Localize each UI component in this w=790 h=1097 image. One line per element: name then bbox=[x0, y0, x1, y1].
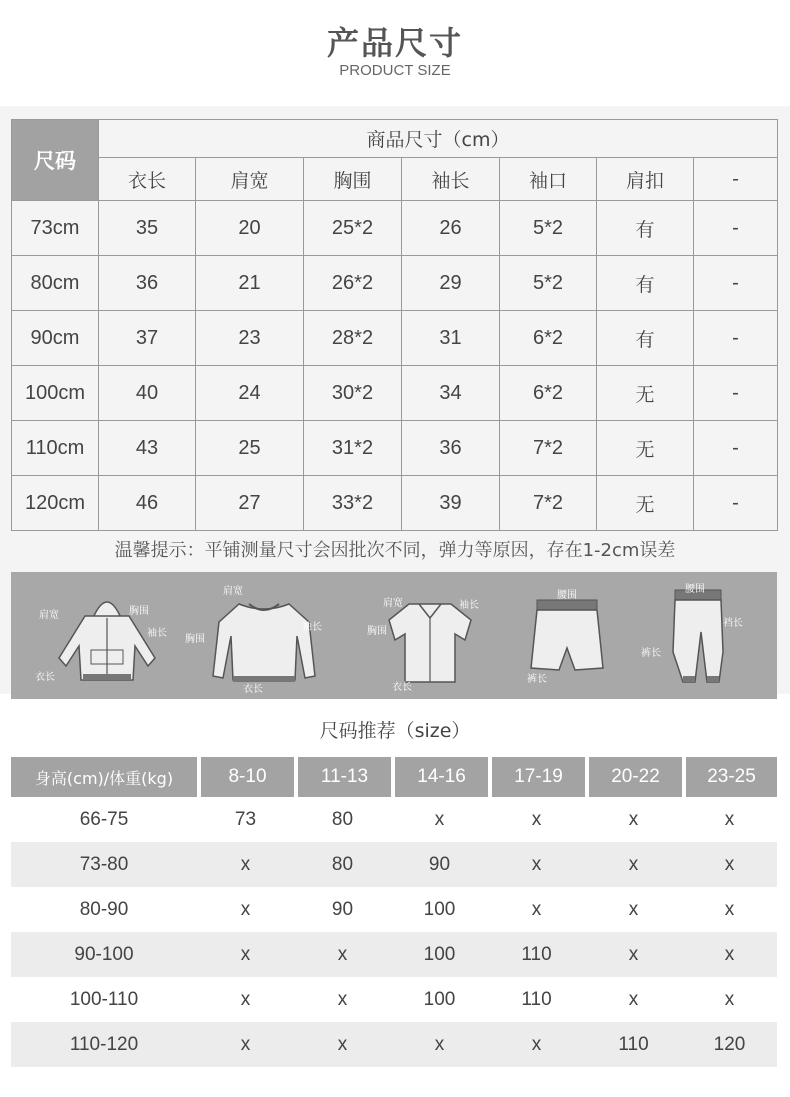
size-label: 80cm bbox=[12, 256, 99, 311]
table-cell: 80 bbox=[331, 808, 354, 830]
table-row bbox=[12, 366, 778, 421]
table-cell: 6*2 bbox=[500, 366, 597, 421]
table-cell: x bbox=[240, 898, 251, 920]
table-cell: 29 bbox=[402, 256, 500, 311]
table-cell: 5*2 bbox=[500, 256, 597, 311]
table-cell: 35 bbox=[99, 201, 196, 256]
table-cell: 90 bbox=[391, 842, 488, 887]
table-cell: 40 bbox=[99, 366, 196, 421]
table-cell: 26 bbox=[402, 201, 500, 256]
size-label: 100cm bbox=[12, 366, 99, 421]
column-header: 肩扣 bbox=[597, 158, 694, 201]
shirt-illustration bbox=[367, 594, 479, 693]
size-label: 120cm bbox=[12, 476, 99, 531]
table-cell: x bbox=[294, 1022, 391, 1067]
column-header: 袖长 bbox=[402, 158, 500, 201]
garment-illustrations bbox=[11, 572, 777, 699]
table-cell: 无 bbox=[597, 366, 694, 421]
size-table bbox=[11, 119, 778, 531]
size-label: 110cm bbox=[12, 421, 99, 476]
column-header: 袖口 bbox=[500, 158, 597, 201]
label-sleeve: 袖长 bbox=[302, 622, 322, 633]
table-row bbox=[11, 1022, 777, 1067]
table-cell: 23 bbox=[196, 311, 304, 366]
weight-range-header: 8-10 bbox=[197, 757, 294, 797]
weight-range-header: 14-16 bbox=[391, 757, 488, 797]
pants-illustration bbox=[641, 582, 743, 686]
table-cell: x bbox=[488, 842, 585, 887]
label-waist: 腰围 bbox=[557, 590, 577, 601]
table-cell: 21 bbox=[196, 256, 304, 311]
table-row bbox=[12, 311, 778, 366]
table-cell: 100 bbox=[423, 898, 456, 920]
table-cell: 36 bbox=[402, 421, 500, 476]
table-cell: 25*2 bbox=[304, 201, 402, 256]
table-cell: 28*2 bbox=[304, 311, 402, 366]
table-cell: x bbox=[197, 932, 294, 977]
label-chest: 胸围 bbox=[367, 626, 387, 637]
label-length: 裤长 bbox=[641, 648, 661, 659]
weight-range-header: 11-13 bbox=[294, 757, 391, 797]
recommend-title: 尺码推荐（size） bbox=[319, 720, 471, 742]
table-cell: 7*2 bbox=[500, 421, 597, 476]
height-range: 110-120 bbox=[11, 1022, 197, 1067]
table-cell: x bbox=[197, 1022, 294, 1067]
size-section bbox=[0, 106, 790, 694]
table-row bbox=[12, 476, 778, 531]
jacket-illustration bbox=[35, 588, 170, 688]
table-cell: 73 bbox=[234, 808, 257, 830]
table-cell: 24 bbox=[196, 366, 304, 421]
table-row bbox=[12, 201, 778, 256]
table-cell: 有 bbox=[597, 201, 694, 256]
pants-icon bbox=[661, 582, 731, 686]
weight-range-header: 23-25 bbox=[682, 757, 777, 797]
table-cell: - bbox=[694, 311, 778, 366]
page-subtitle: PRODUCT SIZE bbox=[339, 62, 451, 79]
table-cell: x bbox=[628, 898, 639, 920]
column-header: 衣长 bbox=[99, 158, 196, 201]
weight-range-header: 17-19 bbox=[488, 757, 585, 797]
recommend-header-label: 身高(cm)/体重(kg) bbox=[11, 757, 197, 797]
column-header: 肩宽 bbox=[196, 158, 304, 201]
table-cell: 27 bbox=[196, 476, 304, 531]
table-cell: x bbox=[682, 842, 777, 887]
height-range: 80-90 bbox=[79, 898, 129, 920]
table-cell: 43 bbox=[99, 421, 196, 476]
table-row bbox=[12, 256, 778, 311]
table-cell: x bbox=[628, 808, 639, 830]
table-cell: x bbox=[724, 808, 735, 830]
table-cell: 46 bbox=[99, 476, 196, 531]
table-cell: 39 bbox=[402, 476, 500, 531]
table-cell: - bbox=[694, 366, 778, 421]
table-cell: 110 bbox=[488, 932, 585, 977]
table-cell: - bbox=[694, 201, 778, 256]
table-cell: 6*2 bbox=[500, 311, 597, 366]
sweater-icon bbox=[209, 596, 319, 686]
table-cell: x bbox=[294, 932, 391, 977]
shorts-illustration bbox=[527, 590, 607, 685]
table-cell: 26*2 bbox=[304, 256, 402, 311]
label-chest: 胸围 bbox=[129, 606, 149, 617]
table-row bbox=[11, 977, 777, 1022]
label-waist: 腰围 bbox=[685, 584, 705, 595]
weight-range-header: 20-22 bbox=[585, 757, 682, 797]
table-cell: 37 bbox=[99, 311, 196, 366]
label-length: 衣长 bbox=[35, 672, 55, 683]
table-cell: x bbox=[197, 842, 294, 887]
measurement-tip: 温馨提示：平铺测量尺寸会因批次不同，弹力等原因，存在1-2cm误差 bbox=[114, 540, 676, 561]
label-rise: 裆长 bbox=[723, 618, 743, 629]
table-cell: x bbox=[488, 1022, 585, 1067]
size-label: 73cm bbox=[12, 201, 99, 256]
table-cell: 30*2 bbox=[304, 366, 402, 421]
label-shoulder: 肩宽 bbox=[383, 598, 403, 609]
table-cell: x bbox=[337, 988, 348, 1010]
table-cell: x bbox=[531, 898, 542, 920]
table-cell: 31*2 bbox=[304, 421, 402, 476]
table-cell: x bbox=[434, 808, 445, 830]
table-cell: 20 bbox=[196, 201, 304, 256]
label-sleeve: 袖长 bbox=[459, 600, 479, 611]
table-cell: 25 bbox=[196, 421, 304, 476]
table-cell: 有 bbox=[597, 256, 694, 311]
height-range: 100-110 bbox=[69, 988, 139, 1010]
table-cell: x bbox=[682, 932, 777, 977]
shorts-icon bbox=[527, 594, 607, 676]
table-cell: 33*2 bbox=[304, 476, 402, 531]
size-label: 90cm bbox=[12, 311, 99, 366]
table-row bbox=[11, 932, 777, 977]
label-sleeve: 袖长 bbox=[147, 628, 167, 639]
table-cell: x bbox=[585, 932, 682, 977]
table-cell: 有 bbox=[597, 311, 694, 366]
label-length: 衣长 bbox=[392, 682, 412, 693]
table-cell: 110 bbox=[585, 1022, 682, 1067]
table-cell: x bbox=[240, 988, 251, 1010]
page-title: 产品尺寸 bbox=[326, 24, 463, 62]
table-row bbox=[11, 797, 777, 842]
table-cell: 无 bbox=[597, 421, 694, 476]
table-row bbox=[11, 887, 777, 932]
recommend-table bbox=[11, 757, 777, 1067]
table-cell: 无 bbox=[597, 476, 694, 531]
table-cell: 120 bbox=[682, 1022, 777, 1067]
dimension-group-header: 商品尺寸（cm） bbox=[99, 120, 778, 158]
table-cell: 34 bbox=[402, 366, 500, 421]
table-cell: 31 bbox=[402, 311, 500, 366]
table-cell: 100 bbox=[423, 988, 456, 1010]
table-cell: 7*2 bbox=[500, 476, 597, 531]
table-cell: x bbox=[531, 808, 542, 830]
table-cell: 5*2 bbox=[500, 201, 597, 256]
table-cell: x bbox=[585, 842, 682, 887]
label-chest: 胸围 bbox=[185, 634, 205, 645]
table-cell: 110 bbox=[521, 988, 552, 1010]
table-cell: 90 bbox=[331, 898, 354, 920]
label-length: 衣长 bbox=[243, 684, 263, 695]
table-cell: x bbox=[724, 988, 735, 1010]
label-shoulder: 肩宽 bbox=[223, 586, 243, 597]
table-row bbox=[12, 421, 778, 476]
table-cell: 80 bbox=[294, 842, 391, 887]
table-cell: x bbox=[391, 1022, 488, 1067]
table-cell: 36 bbox=[99, 256, 196, 311]
column-header: 胸围 bbox=[304, 158, 402, 201]
height-range: 73-80 bbox=[11, 842, 197, 887]
column-header: - bbox=[694, 158, 778, 201]
page-header bbox=[0, 0, 790, 106]
table-cell: - bbox=[694, 421, 778, 476]
height-range: 90-100 bbox=[11, 932, 197, 977]
table-cell: 100 bbox=[391, 932, 488, 977]
table-cell: - bbox=[694, 256, 778, 311]
height-range: 66-75 bbox=[79, 808, 129, 830]
sweater-illustration bbox=[185, 586, 322, 695]
label-shoulder: 肩宽 bbox=[39, 610, 59, 621]
table-cell: x bbox=[724, 898, 735, 920]
table-cell: x bbox=[628, 988, 639, 1010]
label-length: 裤长 bbox=[527, 674, 547, 685]
table-row bbox=[11, 842, 777, 887]
table-cell: - bbox=[694, 476, 778, 531]
size-header-cell: 尺码 bbox=[12, 120, 99, 201]
